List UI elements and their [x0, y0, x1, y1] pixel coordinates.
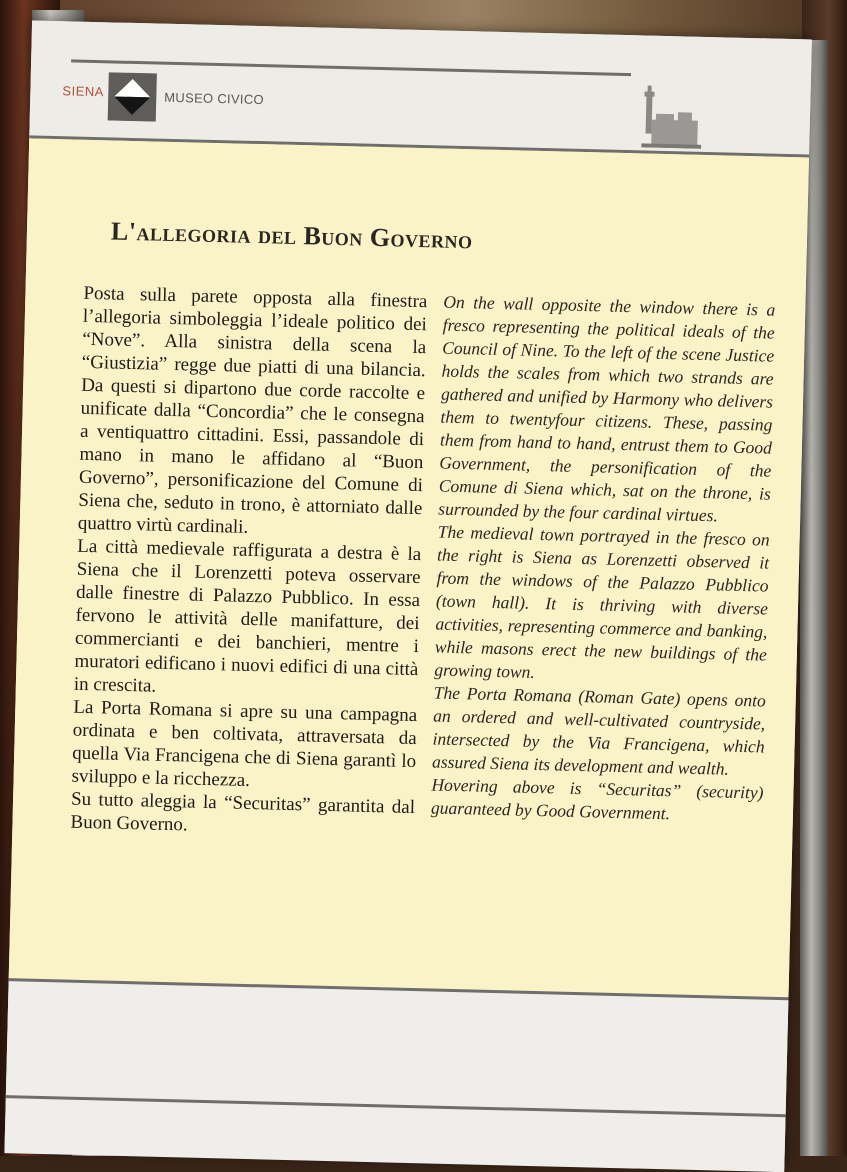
- panel-header: [29, 20, 812, 157]
- panel-bottom-band: [4, 978, 788, 1172]
- italian-paragraph: La città medievale raffigurata a destra è la Siena che il Lorenzetti poteva osservare dalle finestre di Palazzo Pubblico. In essa fervono le attività delle manifatture, dei commercianti e dei banchieri, mentre i muratori edificano i nuovi edifici di una città in crescita.: [73, 535, 422, 697]
- english-paragraph: On the wall opposite the window there is a fresco representing the political ideals of the Council of Nine. To the left of the scene Justice holds the scales from which two strands are gathered and unified by Harmony who delivers them to twentyfour citizens. These, passing them from hand to hand, entrust them to Good Government, the personification of the Comune di Siena which, sat on the throne, is surrounded by the four cardinal virtues.: [438, 291, 776, 526]
- english-paragraph: The Porta Romana (Roman Gate) opens onto an ordered and well-cultivated countryside, intersected by the Via Francigena, which assured Siena its development and wealth.: [431, 682, 766, 779]
- bottom-divider: [6, 1095, 786, 1117]
- italian-column: [70, 282, 427, 842]
- english-column: [431, 291, 776, 828]
- logo-siena-text: SIENA: [62, 83, 105, 100]
- english-paragraph: The medieval town portrayed in the fresco on the right is Siena as Lorenzetti observed it from the windows of the Palazzo Pubblico (town hall). It is thriving with diverse activities, representing commerce and banking, while masons erect the new buildings of the growing town.: [434, 521, 770, 682]
- italian-paragraph: Su tutto aleggia la “Securitas” garantita dal Buon Governo.: [70, 788, 416, 836]
- italian-paragraph: Posta sulla parete opposta alla finestra l’allegoria simboleggia l’ideale politico dei “Nove”. Alla sinistra della scena la “Giustizia” regge due piatti di una bilancia. Da questi si dipartono due corde raccolte e unificate dalla “Concordia” che le consegna a ventiquattro cittadini. Essi, passandole di mano in mano le affidano al “Buon Governo”, personificazione del Comune di Siena che, seduto in trono, è attorniato dalle quattro virtù cardinali.: [77, 282, 428, 538]
- text-area: [9, 138, 809, 997]
- italian-paragraph: La Porta Romana si apre su una campagna ordinata e ben coltivata, attraversata da quella Via Francigena che di Siena garantì lo sviluppo e la ricchezza.: [71, 696, 418, 792]
- museum-logo-icon: [108, 72, 157, 121]
- english-paragraph: Hovering above is “Securitas” (security) guaranteed by Good Government.: [430, 774, 764, 824]
- tower-icon: [641, 85, 702, 148]
- logo-museo-text: MUSEO CIVICO: [164, 89, 265, 108]
- info-panel: [5, 20, 812, 1169]
- panel-title: L'allegoria del Buon Governo: [110, 216, 473, 255]
